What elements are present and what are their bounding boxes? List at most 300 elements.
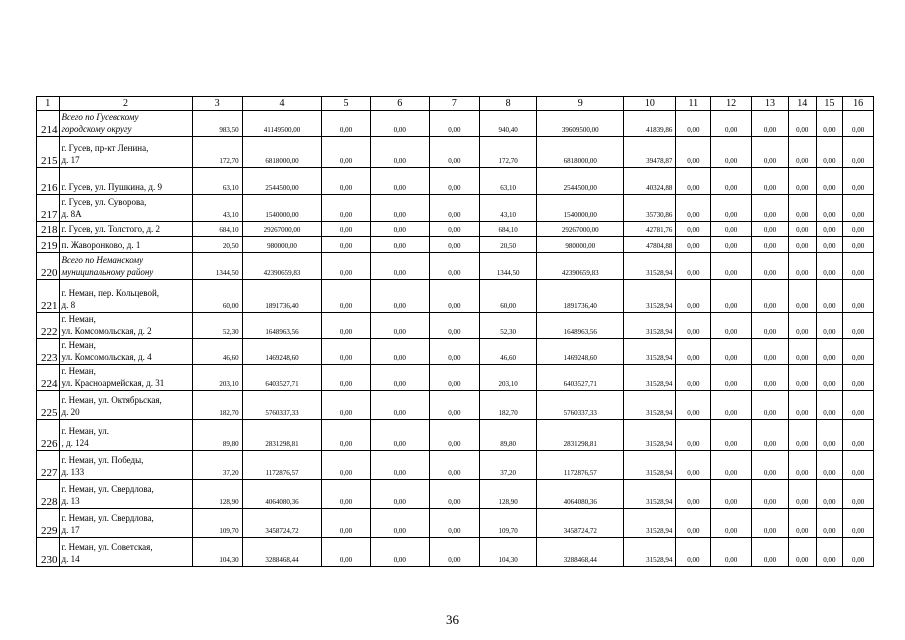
cell-col-10: 47804,88 <box>624 237 676 253</box>
cell-col-16: 0,00 <box>843 391 874 420</box>
cell-col-8: 63,10 <box>479 168 536 195</box>
table-row <box>37 391 874 420</box>
cell-col-10: 41839,86 <box>624 111 676 137</box>
row-number: 228 <box>37 480 60 509</box>
cell-col-3: 89,80 <box>192 420 242 451</box>
cell-col-10: 31528,94 <box>624 280 676 313</box>
cell-col-7: 0,00 <box>429 195 479 222</box>
cell-col-16: 0,00 <box>843 538 874 567</box>
table-row <box>37 195 874 222</box>
cell-col-3: 172,70 <box>192 137 242 168</box>
cell-col-8: 128,90 <box>479 480 536 509</box>
cell-col-15: 0,00 <box>816 339 843 365</box>
cell-col-4: 4064080,36 <box>242 480 322 509</box>
cell-col-4: 42390659,83 <box>242 253 322 280</box>
cell-col-16: 0,00 <box>843 222 874 237</box>
cell-col-12: 0,00 <box>711 391 752 420</box>
cell-col-12: 0,00 <box>711 168 752 195</box>
table-row <box>37 253 874 280</box>
cell-col-4: 3458724,72 <box>242 509 322 538</box>
cell-col-10: 39478,87 <box>624 137 676 168</box>
cell-col-10: 35730,86 <box>624 195 676 222</box>
cell-col-13: 0,00 <box>752 280 789 313</box>
cell-col-9: 2831298,81 <box>537 420 624 451</box>
cell-col-5: 0,00 <box>322 538 370 567</box>
cell-col-12: 0,00 <box>711 365 752 391</box>
cell-col-5: 0,00 <box>322 168 370 195</box>
cell-col-13: 0,00 <box>752 420 789 451</box>
row-number: 222 <box>37 313 60 339</box>
cell-col-12: 0,00 <box>711 253 752 280</box>
cell-col-5: 0,00 <box>322 222 370 237</box>
cell-col-13: 0,00 <box>752 538 789 567</box>
cell-col-7: 0,00 <box>429 168 479 195</box>
cell-col-9: 5760337,33 <box>537 391 624 420</box>
cell-col-7: 0,00 <box>429 538 479 567</box>
cell-col-15: 0,00 <box>816 509 843 538</box>
cell-col-9: 1540000,00 <box>537 195 624 222</box>
cell-col-4: 1648963,56 <box>242 313 322 339</box>
cell-col-11: 0,00 <box>676 137 711 168</box>
column-header-4: 4 <box>242 97 322 111</box>
row-address: г. Неман, пер. Кольцевой, д. 8 <box>59 280 192 313</box>
cell-col-16: 0,00 <box>843 111 874 137</box>
cell-col-13: 0,00 <box>752 391 789 420</box>
cell-col-9: 1469248,60 <box>537 339 624 365</box>
cell-col-14: 0,00 <box>788 480 816 509</box>
cell-col-13: 0,00 <box>752 222 789 237</box>
cell-col-13: 0,00 <box>752 339 789 365</box>
cell-col-4: 980000,00 <box>242 237 322 253</box>
row-number: 227 <box>37 451 60 480</box>
cell-col-10: 31528,94 <box>624 253 676 280</box>
cell-col-8: 43,10 <box>479 195 536 222</box>
cell-col-16: 0,00 <box>843 420 874 451</box>
cell-col-3: 46,60 <box>192 339 242 365</box>
cell-col-11: 0,00 <box>676 111 711 137</box>
cell-col-4: 5760337,33 <box>242 391 322 420</box>
column-header-13: 13 <box>752 97 789 111</box>
cell-col-14: 0,00 <box>788 509 816 538</box>
cell-col-7: 0,00 <box>429 420 479 451</box>
cell-col-14: 0,00 <box>788 451 816 480</box>
table-row <box>37 420 874 451</box>
cell-col-15: 0,00 <box>816 280 843 313</box>
cell-col-9: 4064080,36 <box>537 480 624 509</box>
cell-col-3: 1344,50 <box>192 253 242 280</box>
cell-col-5: 0,00 <box>322 137 370 168</box>
cell-col-14: 0,00 <box>788 237 816 253</box>
row-number: 229 <box>37 509 60 538</box>
cell-col-11: 0,00 <box>676 420 711 451</box>
cell-col-6: 0,00 <box>370 391 429 420</box>
cell-col-15: 0,00 <box>816 237 843 253</box>
cell-col-15: 0,00 <box>816 137 843 168</box>
cell-col-14: 0,00 <box>788 222 816 237</box>
table-row <box>37 237 874 253</box>
cell-col-14: 0,00 <box>788 137 816 168</box>
cell-col-4: 2831298,81 <box>242 420 322 451</box>
cell-col-6: 0,00 <box>370 111 429 137</box>
cell-col-8: 104,30 <box>479 538 536 567</box>
cell-col-6: 0,00 <box>370 313 429 339</box>
cell-col-6: 0,00 <box>370 509 429 538</box>
cell-col-5: 0,00 <box>322 391 370 420</box>
column-header-14: 14 <box>788 97 816 111</box>
cell-col-4: 29267000,00 <box>242 222 322 237</box>
row-number: 214 <box>37 111 60 137</box>
table-row <box>37 313 874 339</box>
cell-col-13: 0,00 <box>752 480 789 509</box>
cell-col-3: 128,90 <box>192 480 242 509</box>
cell-col-3: 52,30 <box>192 313 242 339</box>
cell-col-11: 0,00 <box>676 222 711 237</box>
cell-col-11: 0,00 <box>676 253 711 280</box>
row-address: г. Неман, ул. Красноармейская, д. 31 <box>59 365 192 391</box>
cell-col-16: 0,00 <box>843 451 874 480</box>
column-header-11: 11 <box>676 97 711 111</box>
cell-col-5: 0,00 <box>322 420 370 451</box>
cell-col-7: 0,00 <box>429 480 479 509</box>
cell-col-13: 0,00 <box>752 509 789 538</box>
cell-col-4: 6403527,71 <box>242 365 322 391</box>
row-address: п. Жаворонково, д. 1 <box>59 237 192 253</box>
cell-col-12: 0,00 <box>711 237 752 253</box>
cell-col-13: 0,00 <box>752 313 789 339</box>
cell-col-15: 0,00 <box>816 313 843 339</box>
cell-col-12: 0,00 <box>711 480 752 509</box>
row-address: г. Неман, ул. Свердлова, д. 17 <box>59 509 192 538</box>
table-row <box>37 365 874 391</box>
table-row <box>37 480 874 509</box>
cell-col-5: 0,00 <box>322 253 370 280</box>
cell-col-6: 0,00 <box>370 237 429 253</box>
cell-col-15: 0,00 <box>816 222 843 237</box>
cell-col-4: 1540000,00 <box>242 195 322 222</box>
cell-col-4: 41149500,00 <box>242 111 322 137</box>
cell-col-6: 0,00 <box>370 451 429 480</box>
cell-col-9: 6403527,71 <box>537 365 624 391</box>
cell-col-12: 0,00 <box>711 339 752 365</box>
cell-col-3: 684,10 <box>192 222 242 237</box>
cell-col-10: 31528,94 <box>624 313 676 339</box>
row-address: г. Неман, ул. Комсомольская, д. 2 <box>59 313 192 339</box>
row-number: 223 <box>37 339 60 365</box>
cell-col-10: 31528,94 <box>624 538 676 567</box>
row-address: г. Неман, ул. , д. 124 <box>59 420 192 451</box>
cell-col-7: 0,00 <box>429 451 479 480</box>
cell-col-6: 0,00 <box>370 253 429 280</box>
cell-col-8: 940,40 <box>479 111 536 137</box>
cell-col-8: 182,70 <box>479 391 536 420</box>
cell-col-14: 0,00 <box>788 538 816 567</box>
cell-col-16: 0,00 <box>843 313 874 339</box>
cell-col-4: 2544500,00 <box>242 168 322 195</box>
cell-col-16: 0,00 <box>843 168 874 195</box>
cell-col-9: 980000,00 <box>537 237 624 253</box>
cell-col-10: 31528,94 <box>624 391 676 420</box>
cell-col-8: 20,50 <box>479 237 536 253</box>
cell-col-6: 0,00 <box>370 168 429 195</box>
column-header-1: 1 <box>37 97 60 111</box>
cell-col-8: 109,70 <box>479 509 536 538</box>
cell-col-14: 0,00 <box>788 313 816 339</box>
row-address: г. Гусев, ул. Пушкина, д. 9 <box>59 168 192 195</box>
column-header-5: 5 <box>322 97 370 111</box>
cell-col-10: 31528,94 <box>624 509 676 538</box>
cell-col-13: 0,00 <box>752 451 789 480</box>
cell-col-3: 983,50 <box>192 111 242 137</box>
cell-col-11: 0,00 <box>676 480 711 509</box>
cell-col-7: 0,00 <box>429 365 479 391</box>
cell-col-3: 203,10 <box>192 365 242 391</box>
cell-col-5: 0,00 <box>322 313 370 339</box>
cell-col-11: 0,00 <box>676 168 711 195</box>
cell-col-7: 0,00 <box>429 222 479 237</box>
cell-col-3: 37,20 <box>192 451 242 480</box>
cell-col-5: 0,00 <box>322 509 370 538</box>
column-header-3: 3 <box>192 97 242 111</box>
table-row <box>37 222 874 237</box>
cell-col-11: 0,00 <box>676 195 711 222</box>
cell-col-11: 0,00 <box>676 339 711 365</box>
cell-col-8: 684,10 <box>479 222 536 237</box>
cell-col-9: 42390659,83 <box>537 253 624 280</box>
cell-col-4: 1891736,40 <box>242 280 322 313</box>
cell-col-12: 0,00 <box>711 195 752 222</box>
cell-col-11: 0,00 <box>676 237 711 253</box>
cell-col-9: 2544500,00 <box>537 168 624 195</box>
table-row <box>37 111 874 137</box>
column-header-12: 12 <box>711 97 752 111</box>
row-number: 220 <box>37 253 60 280</box>
cell-col-7: 0,00 <box>429 111 479 137</box>
cell-col-11: 0,00 <box>676 451 711 480</box>
column-header-16: 16 <box>843 97 874 111</box>
cell-col-15: 0,00 <box>816 538 843 567</box>
row-number: 225 <box>37 391 60 420</box>
cell-col-8: 1344,50 <box>479 253 536 280</box>
cell-col-10: 31528,94 <box>624 451 676 480</box>
row-address: г. Неман, ул. Комсомольская, д. 4 <box>59 339 192 365</box>
cell-col-16: 0,00 <box>843 280 874 313</box>
cell-col-4: 6818000,00 <box>242 137 322 168</box>
cell-col-5: 0,00 <box>322 237 370 253</box>
cell-col-8: 172,70 <box>479 137 536 168</box>
table-row <box>37 168 874 195</box>
cell-col-11: 0,00 <box>676 365 711 391</box>
cell-col-6: 0,00 <box>370 538 429 567</box>
cell-col-11: 0,00 <box>676 280 711 313</box>
row-number: 218 <box>37 222 60 237</box>
cell-col-12: 0,00 <box>711 451 752 480</box>
column-header-9: 9 <box>537 97 624 111</box>
column-header-7: 7 <box>429 97 479 111</box>
cell-col-10: 31528,94 <box>624 420 676 451</box>
cell-col-9: 1172876,57 <box>537 451 624 480</box>
cell-col-9: 3288468,44 <box>537 538 624 567</box>
cell-col-3: 43,10 <box>192 195 242 222</box>
cell-col-11: 0,00 <box>676 538 711 567</box>
cell-col-7: 0,00 <box>429 253 479 280</box>
cell-col-5: 0,00 <box>322 365 370 391</box>
cell-col-4: 1469248,60 <box>242 339 322 365</box>
cell-col-15: 0,00 <box>816 253 843 280</box>
cell-col-3: 109,70 <box>192 509 242 538</box>
cell-col-6: 0,00 <box>370 280 429 313</box>
cell-col-12: 0,00 <box>711 111 752 137</box>
column-header-6: 6 <box>370 97 429 111</box>
cell-col-7: 0,00 <box>429 509 479 538</box>
cell-col-16: 0,00 <box>843 237 874 253</box>
cell-col-14: 0,00 <box>788 111 816 137</box>
cell-col-14: 0,00 <box>788 339 816 365</box>
cell-col-6: 0,00 <box>370 195 429 222</box>
cell-col-4: 3288468,44 <box>242 538 322 567</box>
row-address: г. Гусев, пр-кт Ленина, д. 17 <box>59 137 192 168</box>
row-address: г. Неман, ул. Советская, д. 14 <box>59 538 192 567</box>
cell-col-13: 0,00 <box>752 237 789 253</box>
cell-col-13: 0,00 <box>752 111 789 137</box>
table-row <box>37 339 874 365</box>
cell-col-8: 89,80 <box>479 420 536 451</box>
cell-col-15: 0,00 <box>816 111 843 137</box>
cell-col-10: 42781,76 <box>624 222 676 237</box>
cell-col-12: 0,00 <box>711 509 752 538</box>
cell-col-5: 0,00 <box>322 480 370 509</box>
cell-col-15: 0,00 <box>816 420 843 451</box>
cell-col-14: 0,00 <box>788 253 816 280</box>
cell-col-16: 0,00 <box>843 509 874 538</box>
cell-col-6: 0,00 <box>370 339 429 365</box>
cell-col-8: 60,00 <box>479 280 536 313</box>
cell-col-5: 0,00 <box>322 111 370 137</box>
cell-col-14: 0,00 <box>788 365 816 391</box>
cell-col-6: 0,00 <box>370 420 429 451</box>
cell-col-12: 0,00 <box>711 420 752 451</box>
cell-col-7: 0,00 <box>429 137 479 168</box>
row-number: 224 <box>37 365 60 391</box>
cell-col-8: 46,60 <box>479 339 536 365</box>
column-header-8: 8 <box>479 97 536 111</box>
cell-col-4: 1172876,57 <box>242 451 322 480</box>
cell-col-16: 0,00 <box>843 480 874 509</box>
cell-col-3: 20,50 <box>192 237 242 253</box>
cell-col-15: 0,00 <box>816 195 843 222</box>
cell-col-7: 0,00 <box>429 339 479 365</box>
cell-col-15: 0,00 <box>816 168 843 195</box>
cell-col-7: 0,00 <box>429 391 479 420</box>
cell-col-12: 0,00 <box>711 280 752 313</box>
column-header-15: 15 <box>816 97 843 111</box>
cell-col-12: 0,00 <box>711 222 752 237</box>
cell-col-11: 0,00 <box>676 391 711 420</box>
cell-col-8: 37,20 <box>479 451 536 480</box>
cell-col-5: 0,00 <box>322 195 370 222</box>
cell-col-16: 0,00 <box>843 339 874 365</box>
row-address: г. Неман, ул. Победы, д. 133 <box>59 451 192 480</box>
cell-col-8: 203,10 <box>479 365 536 391</box>
cell-col-14: 0,00 <box>788 391 816 420</box>
cell-col-8: 52,30 <box>479 313 536 339</box>
cell-col-12: 0,00 <box>711 538 752 567</box>
column-number-header-row <box>37 97 874 111</box>
cell-col-9: 3458724,72 <box>537 509 624 538</box>
cell-col-16: 0,00 <box>843 253 874 280</box>
cell-col-15: 0,00 <box>816 391 843 420</box>
cell-col-10: 31528,94 <box>624 365 676 391</box>
row-address: Всего по Неманскому муниципальному району <box>59 253 192 280</box>
row-address: г. Гусев, ул. Суворова, д. 8А <box>59 195 192 222</box>
cell-col-7: 0,00 <box>429 313 479 339</box>
cell-col-9: 1648963,56 <box>537 313 624 339</box>
table-row <box>37 137 874 168</box>
cell-col-9: 39609500,00 <box>537 111 624 137</box>
cell-col-3: 182,70 <box>192 391 242 420</box>
row-address: г. Гусев, ул. Толстого, д. 2 <box>59 222 192 237</box>
row-number: 219 <box>37 237 60 253</box>
cell-col-13: 0,00 <box>752 137 789 168</box>
column-header-2: 2 <box>59 97 192 111</box>
cell-col-11: 0,00 <box>676 313 711 339</box>
cell-col-9: 1891736,40 <box>537 280 624 313</box>
cell-col-9: 6818000,00 <box>537 137 624 168</box>
cell-col-15: 0,00 <box>816 451 843 480</box>
cell-col-7: 0,00 <box>429 280 479 313</box>
table-row <box>37 451 874 480</box>
cell-col-6: 0,00 <box>370 137 429 168</box>
cell-col-12: 0,00 <box>711 313 752 339</box>
row-number: 226 <box>37 420 60 451</box>
cell-col-13: 0,00 <box>752 253 789 280</box>
cell-col-16: 0,00 <box>843 365 874 391</box>
cell-col-13: 0,00 <box>752 365 789 391</box>
cell-col-5: 0,00 <box>322 339 370 365</box>
cell-col-3: 60,00 <box>192 280 242 313</box>
data-table <box>36 96 874 567</box>
cell-col-9: 29267000,00 <box>537 222 624 237</box>
cell-col-12: 0,00 <box>711 137 752 168</box>
cell-col-11: 0,00 <box>676 509 711 538</box>
cell-col-16: 0,00 <box>843 195 874 222</box>
cell-col-3: 63,10 <box>192 168 242 195</box>
row-number: 215 <box>37 137 60 168</box>
cell-col-5: 0,00 <box>322 280 370 313</box>
cell-col-10: 40324,88 <box>624 168 676 195</box>
row-number: 217 <box>37 195 60 222</box>
cell-col-15: 0,00 <box>816 365 843 391</box>
cell-col-13: 0,00 <box>752 195 789 222</box>
cell-col-16: 0,00 <box>843 137 874 168</box>
cell-col-10: 31528,94 <box>624 339 676 365</box>
page-number: 36 <box>446 612 459 627</box>
cell-col-7: 0,00 <box>429 237 479 253</box>
cell-col-14: 0,00 <box>788 420 816 451</box>
cell-col-3: 104,30 <box>192 538 242 567</box>
row-number: 221 <box>37 280 60 313</box>
cell-col-14: 0,00 <box>788 168 816 195</box>
column-header-10: 10 <box>624 97 676 111</box>
row-number: 216 <box>37 168 60 195</box>
cell-col-6: 0,00 <box>370 365 429 391</box>
table-row <box>37 280 874 313</box>
cell-col-6: 0,00 <box>370 222 429 237</box>
cell-col-6: 0,00 <box>370 480 429 509</box>
cell-col-5: 0,00 <box>322 451 370 480</box>
cell-col-10: 31528,94 <box>624 480 676 509</box>
cell-col-14: 0,00 <box>788 195 816 222</box>
cell-col-14: 0,00 <box>788 280 816 313</box>
